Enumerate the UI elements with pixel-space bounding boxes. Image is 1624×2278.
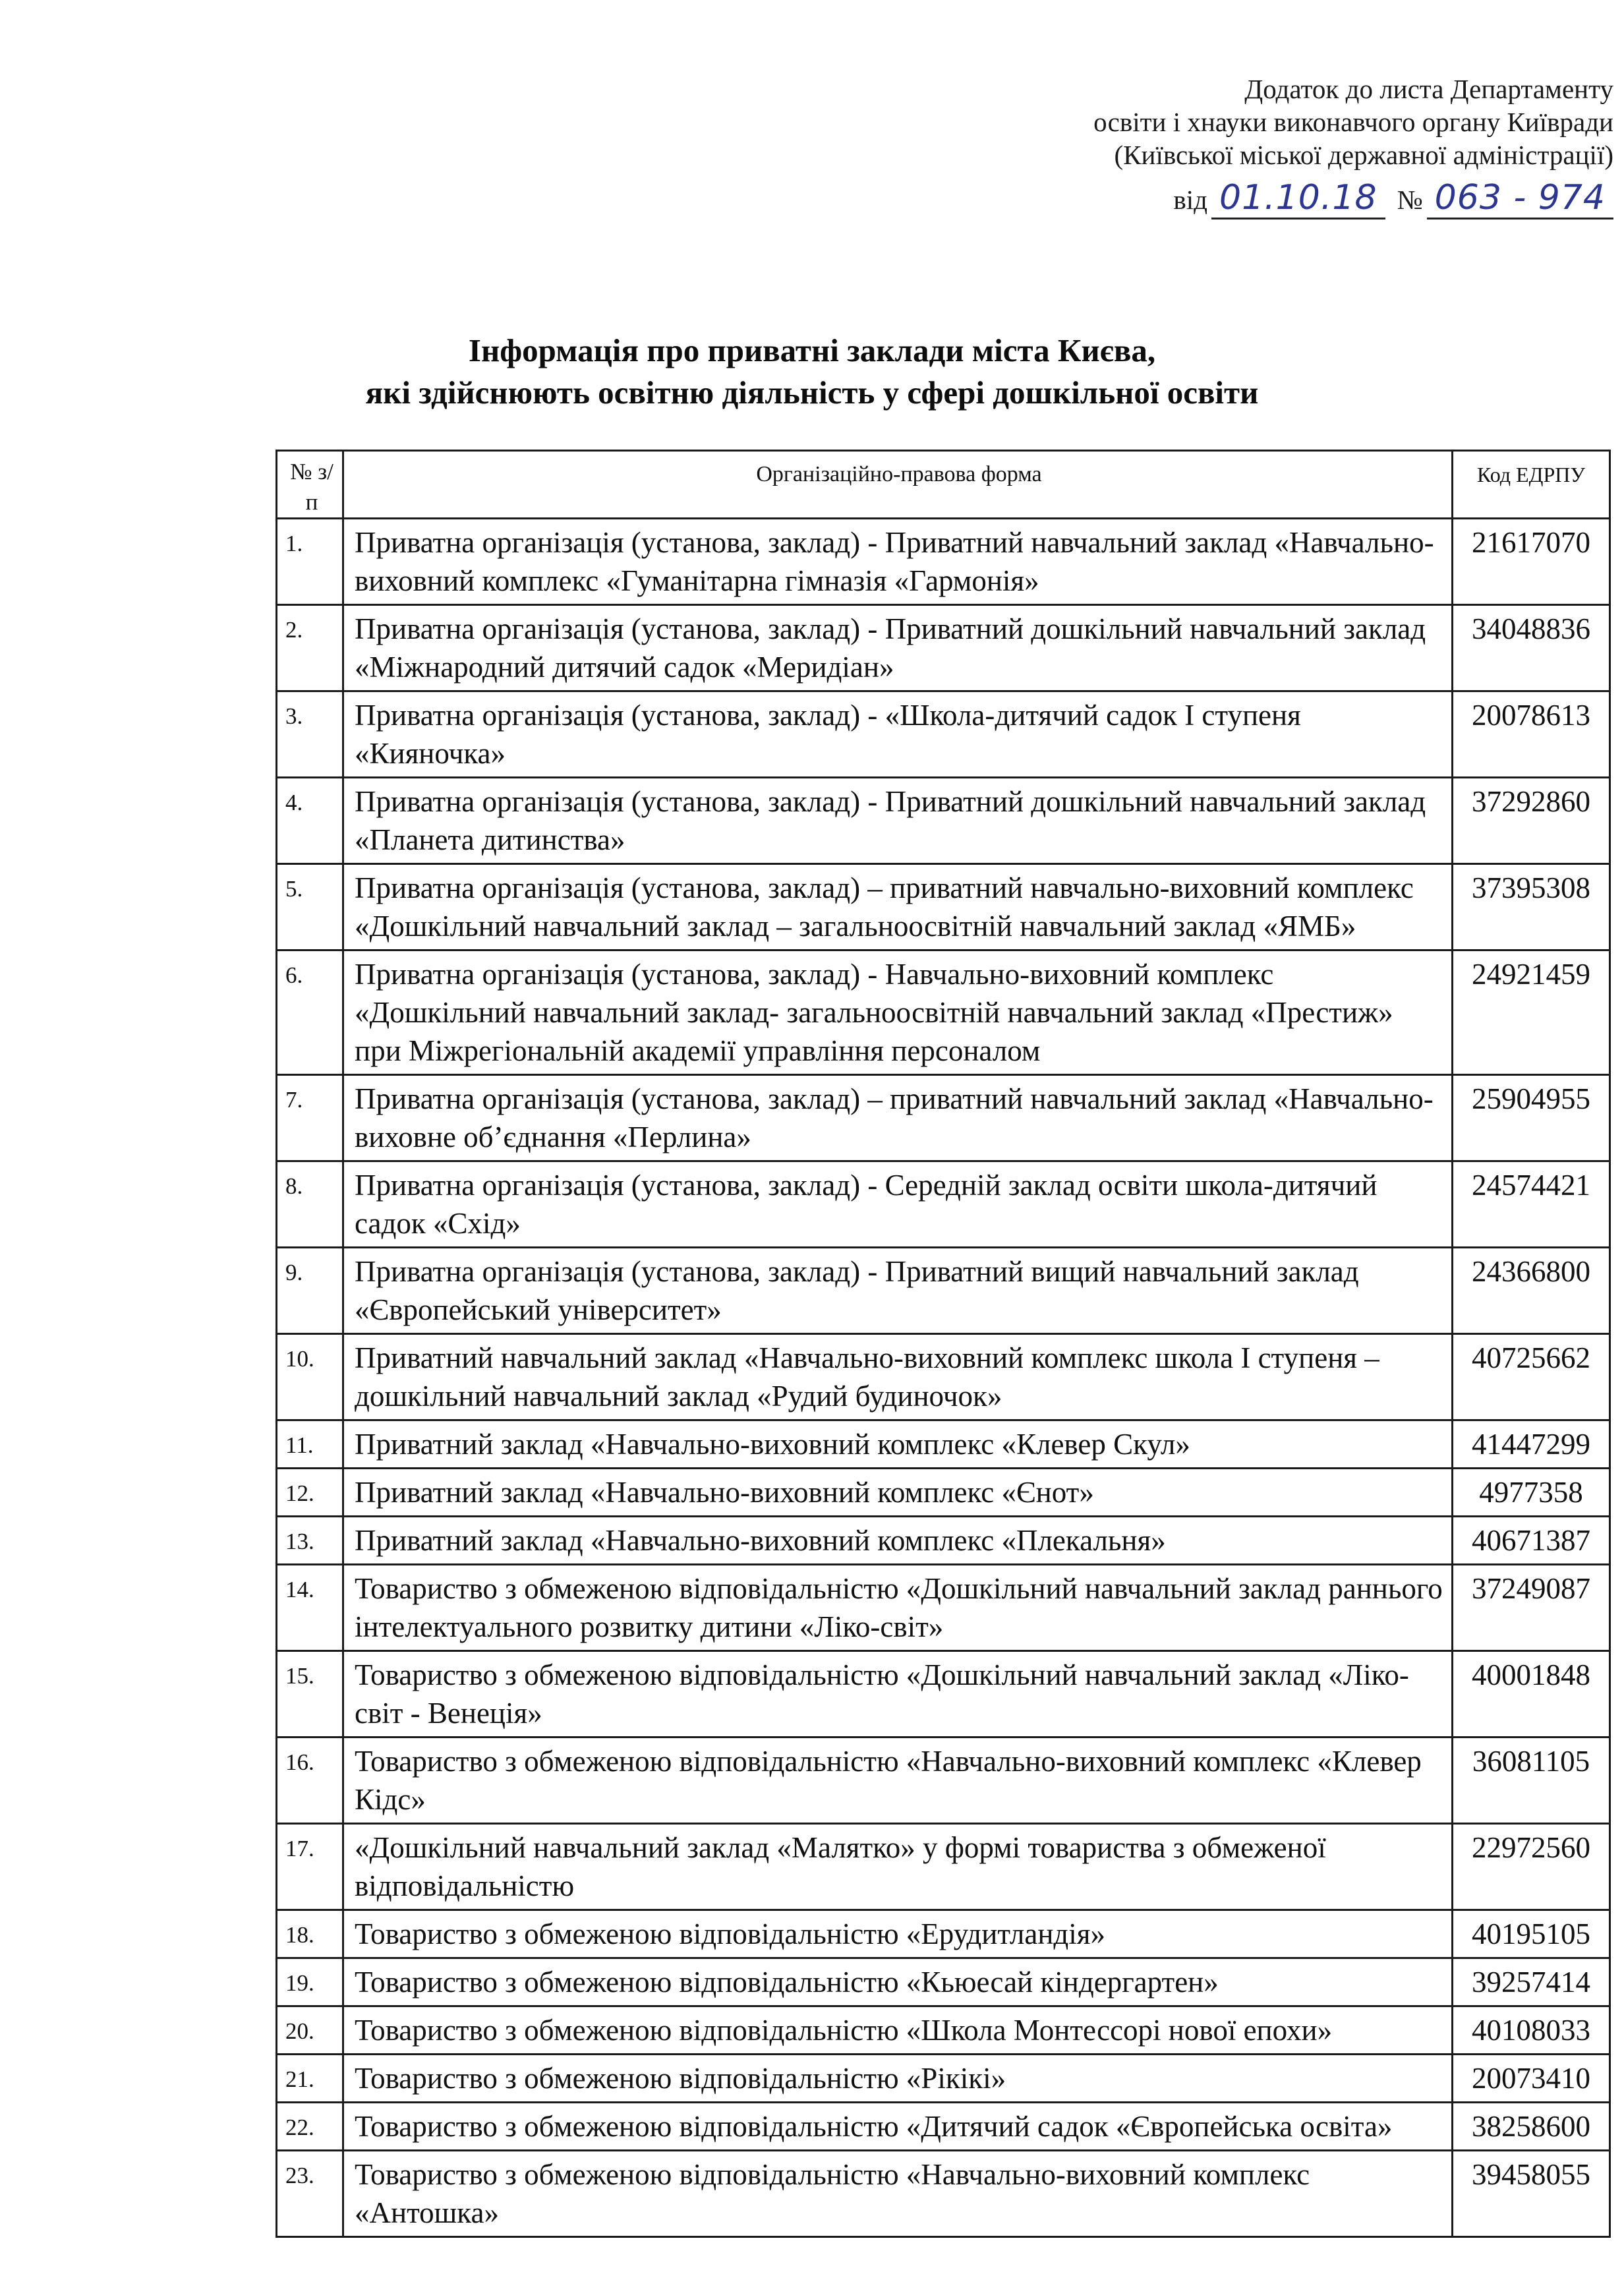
table-row [277,1469,1610,1517]
row-number: 1. [277,519,343,605]
row-code: 37395308 [1453,864,1610,950]
row-code: 40001848 [1453,1651,1610,1738]
row-name: Товариство з обмеженою відповідальністю «Навчально-виховний комплекс «Антошка» [343,2151,1453,2237]
row-name: Товариство з обмеженою відповідальністю «Рікікі» [343,2055,1453,2103]
row-code: 36081105 [1453,1738,1610,1824]
table-row [277,1161,1610,1248]
header-code: Код ЕДРПУ [1453,451,1610,519]
table-row [277,1075,1610,1161]
row-number: 18. [277,1910,343,1958]
row-name: Приватний заклад «Навчально-виховний комплекс «Єнот» [343,1469,1453,1517]
table-row [277,1738,1610,1824]
date-prefix: від [1173,185,1207,215]
table-row [277,1517,1610,1565]
row-number: 22. [277,2103,343,2151]
row-name: «Дошкільний навчальний заклад «Малятко» у формі товариства з обмеженої відповідальністю [343,1824,1453,1910]
row-number: 15. [277,1651,343,1738]
row-name: Приватний навчальний заклад «Навчально-виховний комплекс школа І ступеня – дошкільний навчальний заклад «Рудий будиночок» [343,1334,1453,1420]
table-row [277,1910,1610,1958]
table-row [277,519,1610,605]
row-number: 14. [277,1565,343,1651]
row-code: 41447299 [1453,1420,1610,1469]
title-line-1: Інформація про приватні заклади міста Києва, [468,332,1156,368]
title-line-2: які здійснюють освітню діяльність у сфері дошкільної освіти [365,374,1259,411]
row-code: 38258600 [1453,2103,1610,2151]
table-row [277,778,1610,864]
row-code: 39458055 [1453,2151,1610,2237]
table-row [277,605,1610,691]
row-name: Приватний заклад «Навчально-виховний комплекс «Клевер Скул» [343,1420,1453,1469]
row-name: Приватна організація (установа, заклад) - Приватний дошкільний навчальний заклад «Планета дитинства» [343,778,1453,864]
header-line-2: освіти і хнауки виконавчого органу Київради [1093,107,1613,137]
row-number: 19. [277,1958,343,2006]
row-number: 10. [277,1334,343,1420]
row-name: Товариство з обмеженою відповідальністю «Ерудитландія» [343,1910,1453,1958]
row-number: 11. [277,1420,343,1469]
row-code: 34048836 [1453,605,1610,691]
row-code: 24574421 [1453,1161,1610,1248]
table-row [277,1248,1610,1334]
table-row [277,1958,1610,2006]
table-row [277,2055,1610,2103]
table-row [277,864,1610,950]
header-line-3: (Київської міської державної адміністрації) [1114,140,1613,170]
row-code: 39257414 [1453,1958,1610,2006]
row-number: 6. [277,950,343,1075]
row-name: Товариство з обмеженою відповідальністю «Кьюесай кіндергартен» [343,1958,1453,2006]
document-title [0,330,1624,414]
row-name: Приватна організація (установа, заклад) - Середній заклад освіти школа-дитячий садок «Схід» [343,1161,1453,1248]
table-row [277,2006,1610,2055]
row-name: Приватний заклад «Навчально-виховний комплекс «Плекальня» [343,1517,1453,1565]
row-code: 4977358 [1453,1469,1610,1517]
table-row [277,1565,1610,1651]
row-number: 7. [277,1075,343,1161]
row-number: 20. [277,2006,343,2055]
row-name: Товариство з обмеженою відповідальністю «Дошкільний навчальний заклад «Ліко-світ - Венеція» [343,1651,1453,1738]
row-code: 24366800 [1453,1248,1610,1334]
letter-annex-header [1093,73,1613,221]
row-number: 21. [277,2055,343,2103]
row-name: Приватна організація (установа, заклад) - Навчально-виховний комплекс «Дошкільний навчальний заклад- загальноосвітній навчальний заклад «Престиж» при Міжрегіональній академії управління персоналом [343,950,1453,1075]
row-name: Товариство з обмеженою відповідальністю «Школа Монтессорі нової епохи» [343,2006,1453,2055]
header-num: № з/п [277,451,343,519]
row-name: Приватна організація (установа, заклад) - Приватний дошкільний навчальний заклад «Міжнародний дитячий садок «Меридіан» [343,605,1453,691]
table-body [277,519,1610,2237]
table-row [277,1420,1610,1469]
row-number: 9. [277,1248,343,1334]
row-number: 3. [277,691,343,778]
row-number: 4. [277,778,343,864]
table-row [277,2151,1610,2237]
row-name: Приватна організація (установа, заклад) - Приватний вищий навчальний заклад «Європейський університет» [343,1248,1453,1334]
row-name: Товариство з обмеженою відповідальністю «Навчально-виховний комплекс «Клевер Кідс» [343,1738,1453,1824]
row-code: 24921459 [1453,950,1610,1075]
number-prefix: № [1397,185,1423,215]
handwritten-date: 01.10.18 [1211,178,1385,219]
row-code: 40725662 [1453,1334,1610,1420]
row-name: Приватна організація (установа, заклад) - Приватний навчальний заклад «Навчально-виховний комплекс «Гуманітарна гімназія «Гармонія» [343,519,1453,605]
row-number: 16. [277,1738,343,1824]
table-row [277,2103,1610,2151]
row-name: Товариство з обмеженою відповідальністю «Дитячий садок «Європейська освіта» [343,2103,1453,2151]
row-code: 37249087 [1453,1565,1610,1651]
table-row [277,691,1610,778]
row-code: 20078613 [1453,691,1610,778]
row-code: 25904955 [1453,1075,1610,1161]
row-number: 2. [277,605,343,691]
row-code: 20073410 [1453,2055,1610,2103]
row-code: 40108033 [1453,2006,1610,2055]
row-name: Товариство з обмеженою відповідальністю «Дошкільний навчальний заклад раннього інтелектуального розвитку дитини «Ліко-світ» [343,1565,1453,1651]
row-code: 22972560 [1453,1824,1610,1910]
row-code: 40671387 [1453,1517,1610,1565]
table-row [277,1651,1610,1738]
institutions-table [276,450,1611,2238]
row-number: 8. [277,1161,343,1248]
handwritten-number: 063 - 974 [1427,178,1613,219]
row-number: 12. [277,1469,343,1517]
table-header-row [277,451,1610,519]
header-line-1: Додаток до листа Департаменту [1244,74,1613,104]
row-name: Приватна організація (установа, заклад) - «Школа-дитячий садок І ступеня «Кияночка» [343,691,1453,778]
row-name: Приватна організація (установа, заклад) – приватний навчальний заклад «Навчально-виховне об’єднання «Перлина» [343,1075,1453,1161]
table-row [277,950,1610,1075]
row-number: 23. [277,2151,343,2237]
header-name: Організаційно-правова форма [343,451,1453,519]
row-code: 37292860 [1453,778,1610,864]
table-row [277,1334,1610,1420]
table-row [277,1824,1610,1910]
row-number: 5. [277,864,343,950]
row-code: 40195105 [1453,1910,1610,1958]
header-date-line [1093,178,1613,221]
row-name: Приватна організація (установа, заклад) – приватний навчально-виховний комплекс «Дошкільний навчальний заклад – загальноосвітній навчальний заклад «ЯМБ» [343,864,1453,950]
row-number: 17. [277,1824,343,1910]
row-number: 13. [277,1517,343,1565]
row-code: 21617070 [1453,519,1610,605]
